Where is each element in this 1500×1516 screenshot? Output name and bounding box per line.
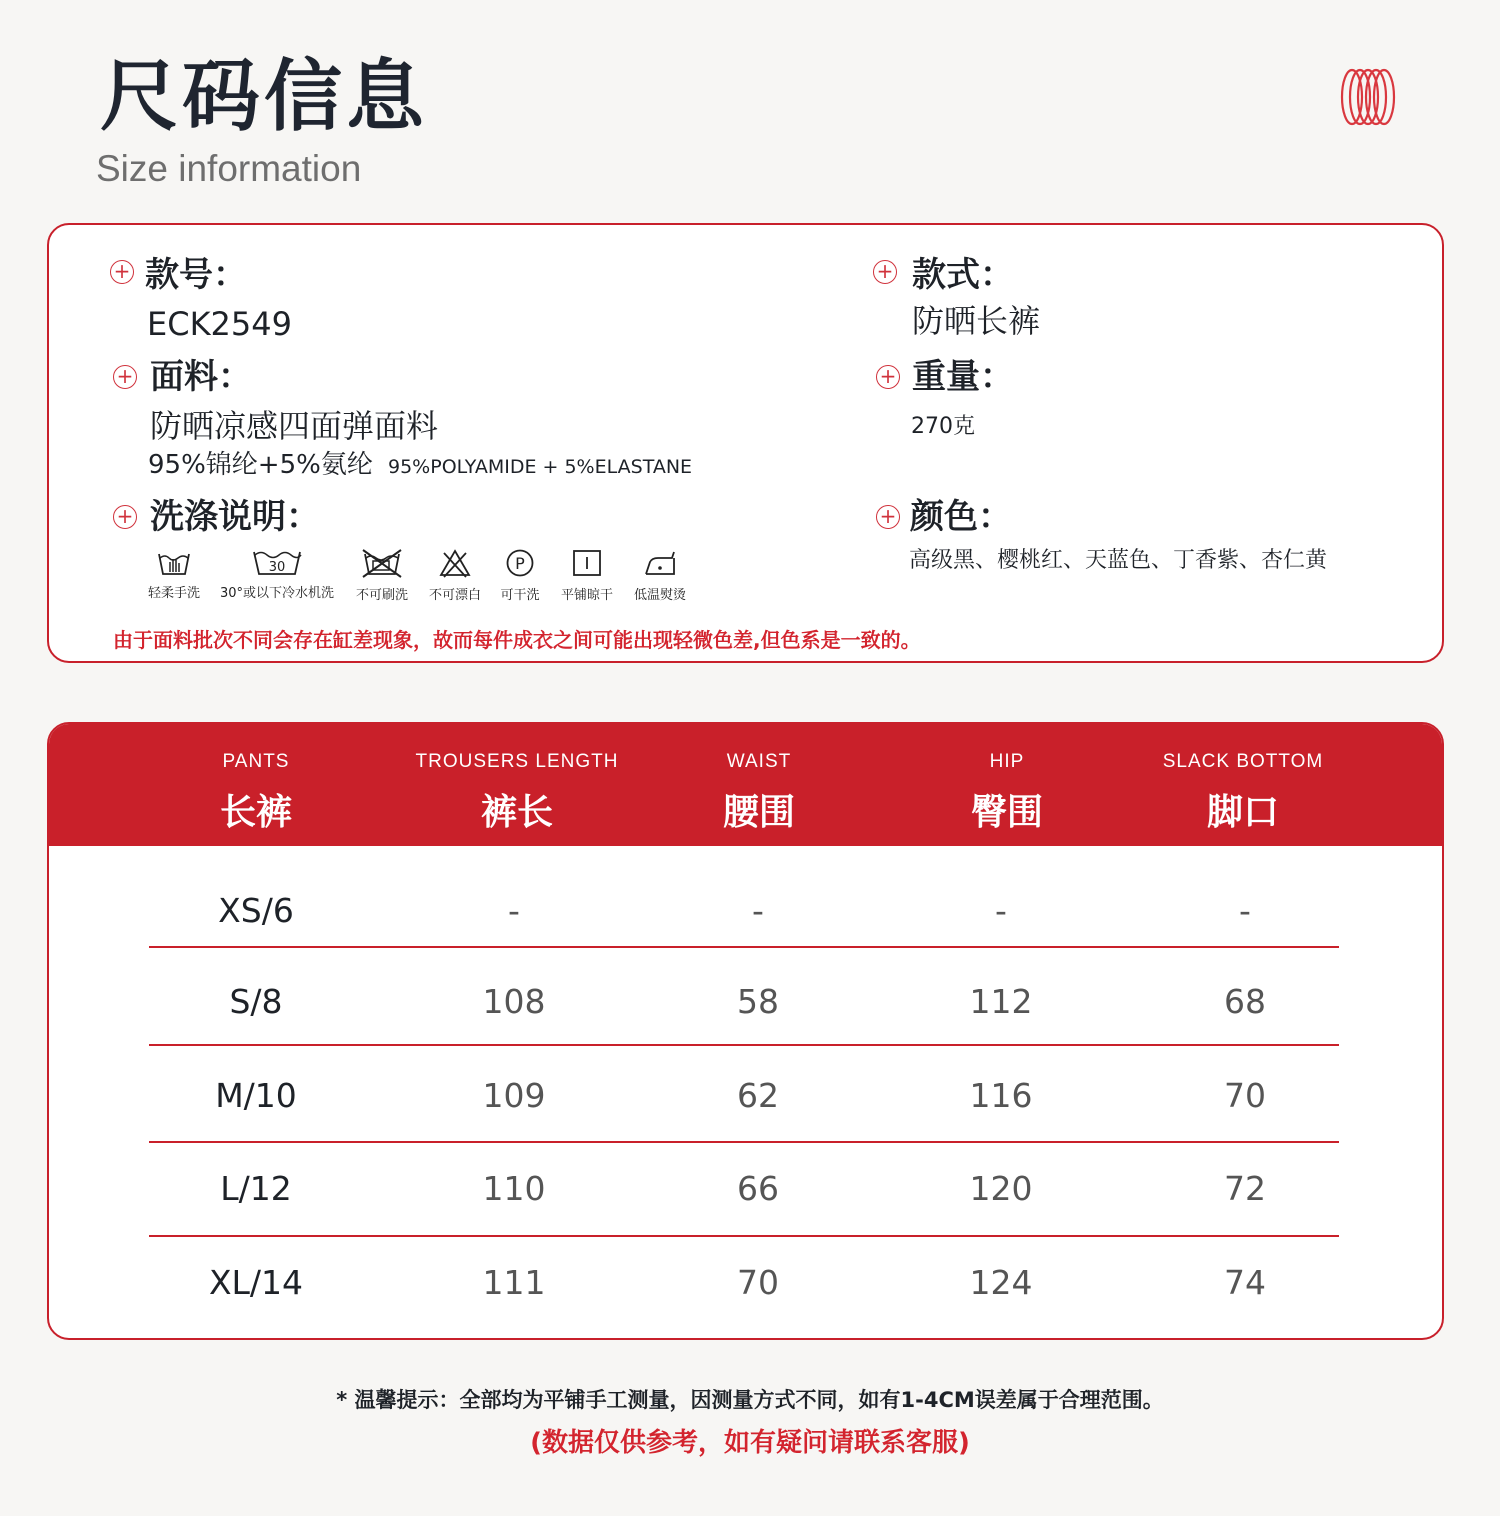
fabric-composition-cn: 95%锦纶+5%氨纶 — [148, 450, 373, 480]
wash-temp-text: 30 — [268, 560, 286, 575]
column-header-en: HIP — [989, 751, 1025, 772]
row-divider — [149, 946, 1339, 948]
size-cell: S/8 — [229, 982, 283, 1021]
style-number-label: 款号： — [145, 255, 247, 295]
fabric-value: 防晒凉感四面弹面料 — [150, 407, 439, 445]
table-row — [149, 1236, 1339, 1330]
no-brush-wash-icon — [359, 548, 405, 578]
column-header-en: SLACK BOTTOM — [1162, 751, 1324, 772]
dry-clean-letter: P — [515, 554, 525, 573]
hip-cell: 124 — [969, 1263, 1033, 1302]
page-subtitle: Size information — [96, 148, 362, 189]
hip-cell: 120 — [969, 1169, 1033, 1208]
column-header-en: PANTS — [222, 751, 290, 772]
no-bleach — [426, 548, 484, 603]
hip-cell: - — [995, 891, 1007, 930]
table-row — [149, 1142, 1339, 1236]
slack-bottom-cell: 70 — [1224, 1076, 1266, 1115]
size-table — [47, 722, 1444, 1340]
flat-dry — [556, 548, 618, 603]
wash-caption: 不可漂白 — [428, 588, 481, 603]
hand-wash — [145, 548, 203, 601]
table-row — [149, 1049, 1339, 1143]
column-header-en: WAIST — [726, 751, 792, 772]
table-row — [149, 864, 1339, 958]
dry-clean — [496, 548, 544, 603]
waist-cell: 70 — [737, 1263, 779, 1302]
weight-value: 270克 — [911, 414, 975, 439]
row-divider — [149, 1044, 1339, 1046]
plus-circle-icon: + — [113, 505, 137, 529]
low-iron — [630, 548, 690, 603]
plus-circle-icon: + — [110, 260, 134, 284]
plus-circle-icon: + — [876, 505, 900, 529]
wash-instructions-label: 洗涤说明： — [150, 497, 320, 537]
measurement-tip: * 温馨提示：全部均为平铺手工测量，因测量方式不同，如有1-4CM误差属于合理范围。 — [336, 1388, 1164, 1412]
slack-bottom-cell: 72 — [1224, 1169, 1266, 1208]
machine-wash-30-icon — [251, 548, 303, 576]
rings-logo-icon — [1338, 66, 1402, 128]
length-cell: 110 — [482, 1169, 546, 1208]
color-difference-notice: 由于面料批次不同会存在缸差现象，故而每件成衣之间可能出现轻微色差,但色系是一致的。 — [113, 628, 921, 652]
column-header-cn: 腰围 — [722, 792, 795, 833]
slack-bottom-cell: 68 — [1224, 982, 1266, 1021]
wash-caption: 可干洗 — [500, 588, 540, 603]
waist-cell: 58 — [737, 982, 779, 1021]
wash-caption: 不可刷洗 — [355, 588, 408, 603]
length-cell: 111 — [482, 1263, 546, 1302]
column-header-cn: 长裤 — [219, 792, 292, 833]
wash-caption: 30°或以下冷水机洗 — [219, 586, 335, 601]
style-label: 款式： — [912, 255, 1014, 295]
flat-dry-icon — [571, 548, 603, 578]
waist-cell: - — [752, 891, 764, 930]
table-row — [149, 955, 1339, 1049]
fabric-composition-en: 95%POLYAMIDE + 5%ELASTANE — [388, 456, 693, 478]
machine-wash-30 — [216, 548, 338, 601]
waist-cell: 62 — [737, 1076, 779, 1115]
wash-caption: 低温熨烫 — [633, 588, 686, 603]
weight-label: 重量： — [912, 357, 1014, 397]
column-header-cn: 臀围 — [970, 792, 1043, 833]
wash-caption: 轻柔手洗 — [147, 586, 200, 601]
length-cell: 109 — [482, 1076, 546, 1115]
column-header-cn: 脚口 — [1206, 792, 1279, 833]
style-value: 防晒长裤 — [912, 302, 1041, 340]
color-label: 颜色： — [910, 497, 1012, 537]
color-value: 高级黑、樱桃红、天蓝色、丁香紫、杏仁黄 — [909, 548, 1328, 573]
column-header-en: TROUSERS LENGTH — [415, 751, 619, 772]
hip-cell: 116 — [969, 1076, 1033, 1115]
column-header-cn: 裤长 — [480, 792, 553, 833]
plus-circle-icon: + — [873, 260, 897, 284]
no-bleach-icon — [439, 548, 471, 578]
size-cell: M/10 — [215, 1076, 297, 1115]
plus-circle-icon: + — [876, 365, 900, 389]
size-cell: L/12 — [220, 1169, 292, 1208]
size-cell: XS/6 — [218, 891, 294, 930]
slack-bottom-cell: - — [1239, 891, 1251, 930]
plus-circle-icon: + — [113, 365, 137, 389]
length-cell: - — [508, 891, 520, 930]
size-cell: XL/14 — [208, 1263, 304, 1302]
no-brush-wash — [352, 548, 412, 603]
low-iron-icon — [642, 548, 678, 578]
dry-clean-p-icon — [505, 548, 535, 578]
length-cell: 108 — [482, 982, 546, 1021]
size-table-header — [49, 724, 1442, 846]
fabric-label: 面料： — [150, 357, 252, 397]
wash-caption: 平铺晾干 — [560, 588, 613, 603]
hip-cell: 112 — [969, 982, 1033, 1021]
style-number-value: ECK2549 — [147, 305, 292, 343]
slack-bottom-cell: 74 — [1224, 1263, 1266, 1302]
page-title: 尺码信息 — [100, 52, 429, 142]
waist-cell: 66 — [737, 1169, 779, 1208]
reference-note: (数据仅供参考，如有疑问请联系客服) — [530, 1428, 970, 1458]
hand-wash-icon — [156, 548, 192, 576]
